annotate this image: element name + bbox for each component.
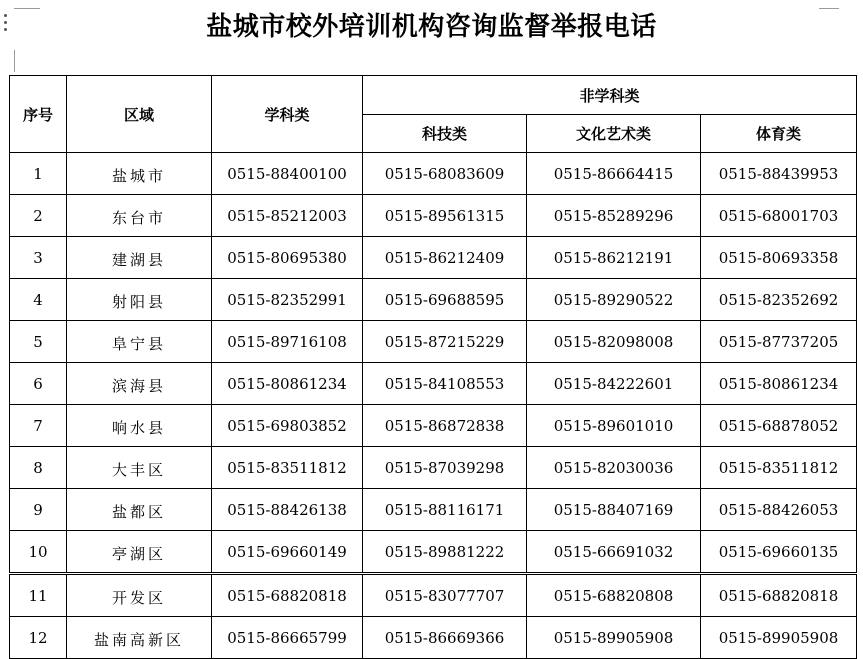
cell-index: 1 xyxy=(10,153,67,195)
header-academic: 学科类 xyxy=(212,76,363,153)
cell-sports-phone: 0515-89905908 xyxy=(701,617,857,659)
cell-culture-art-phone: 0515-89601010 xyxy=(527,405,701,447)
table-row xyxy=(10,489,857,531)
cell-academic-phone: 0515-89716108 xyxy=(212,321,363,363)
cell-sports-phone: 0515-68878052 xyxy=(701,405,857,447)
cell-sports-phone: 0515-80861234 xyxy=(701,363,857,405)
cell-academic-phone: 0515-80861234 xyxy=(212,363,363,405)
cell-culture-art-phone: 0515-82030036 xyxy=(527,447,701,489)
cell-sports-phone: 0515-83511812 xyxy=(701,447,857,489)
cell-tech-phone: 0515-89561315 xyxy=(363,195,527,237)
cell-index: 11 xyxy=(10,574,67,617)
header-region: 区域 xyxy=(67,76,212,153)
cell-sports-phone: 0515-82352692 xyxy=(701,279,857,321)
table-row xyxy=(10,617,857,659)
cell-index: 4 xyxy=(10,279,67,321)
table-row xyxy=(10,321,857,363)
cell-sports-phone: 0515-88439953 xyxy=(701,153,857,195)
cell-culture-art-phone: 0515-66691032 xyxy=(527,531,701,574)
cell-index: 2 xyxy=(10,195,67,237)
header-index: 序号 xyxy=(10,76,67,153)
cell-index: 5 xyxy=(10,321,67,363)
cell-sports-phone: 0515-68001703 xyxy=(701,195,857,237)
cell-culture-art-phone: 0515-84222601 xyxy=(527,363,701,405)
cell-culture-art-phone: 0515-82098008 xyxy=(527,321,701,363)
cell-sports-phone: 0515-69660135 xyxy=(701,531,857,574)
cell-sports-phone: 0515-80693358 xyxy=(701,237,857,279)
header-sports: 体育类 xyxy=(701,115,857,153)
cell-region: 射阳县 xyxy=(67,279,212,321)
cell-academic-phone: 0515-88426138 xyxy=(212,489,363,531)
cell-region: 盐城市 xyxy=(67,153,212,195)
cell-region: 盐南高新区 xyxy=(67,617,212,659)
cell-sports-phone: 0515-87737205 xyxy=(701,321,857,363)
cell-region: 东台市 xyxy=(67,195,212,237)
cell-tech-phone: 0515-68083609 xyxy=(363,153,527,195)
cell-sports-phone: 0515-68820818 xyxy=(701,574,857,617)
cell-region: 大丰区 xyxy=(67,447,212,489)
hotline-table xyxy=(9,75,857,659)
cell-index: 7 xyxy=(10,405,67,447)
cell-index: 8 xyxy=(10,447,67,489)
cell-culture-art-phone: 0515-85289296 xyxy=(527,195,701,237)
cell-academic-phone: 0515-69803852 xyxy=(212,405,363,447)
cell-tech-phone: 0515-83077707 xyxy=(363,574,527,617)
cell-academic-phone: 0515-88400100 xyxy=(212,153,363,195)
table-row xyxy=(10,195,857,237)
table-row xyxy=(10,405,857,447)
cell-academic-phone: 0515-80695380 xyxy=(212,237,363,279)
cell-tech-phone: 0515-86872838 xyxy=(363,405,527,447)
table-row xyxy=(10,279,857,321)
table-row xyxy=(10,531,857,574)
cell-region: 建湖县 xyxy=(67,237,212,279)
cell-tech-phone: 0515-86669366 xyxy=(363,617,527,659)
cell-tech-phone: 0515-84108553 xyxy=(363,363,527,405)
cell-region: 盐都区 xyxy=(67,489,212,531)
cell-region: 滨海县 xyxy=(67,363,212,405)
cell-academic-phone: 0515-68820818 xyxy=(212,574,363,617)
cell-academic-phone: 0515-85212003 xyxy=(212,195,363,237)
table-body xyxy=(10,153,857,659)
cell-index: 10 xyxy=(10,531,67,574)
cell-culture-art-phone: 0515-88407169 xyxy=(527,489,701,531)
header-tech: 科技类 xyxy=(363,115,527,153)
cell-academic-phone: 0515-83511812 xyxy=(212,447,363,489)
cell-tech-phone: 0515-86212409 xyxy=(363,237,527,279)
page-title: 盐城市校外培训机构咨询监督举报电话 xyxy=(206,12,657,42)
cell-region: 阜宁县 xyxy=(67,321,212,363)
cell-index: 3 xyxy=(10,237,67,279)
cell-index: 6 xyxy=(10,363,67,405)
table-row xyxy=(10,153,857,195)
cell-tech-phone: 0515-87039298 xyxy=(363,447,527,489)
cell-academic-phone: 0515-86665799 xyxy=(212,617,363,659)
cell-sports-phone: 0515-88426053 xyxy=(701,489,857,531)
cell-culture-art-phone: 0515-89905908 xyxy=(527,617,701,659)
cell-tech-phone: 0515-69688595 xyxy=(363,279,527,321)
cell-culture-art-phone: 0515-68820808 xyxy=(527,574,701,617)
cell-index: 12 xyxy=(10,617,67,659)
header-non-academic: 非学科类 xyxy=(363,76,857,115)
header-row-1 xyxy=(10,76,857,115)
cell-tech-phone: 0515-89881222 xyxy=(363,531,527,574)
table-row xyxy=(10,363,857,405)
crop-mark-left xyxy=(14,50,15,72)
cell-region: 响水县 xyxy=(67,405,212,447)
cell-tech-phone: 0515-88116171 xyxy=(363,489,527,531)
cell-culture-art-phone: 0515-86664415 xyxy=(527,153,701,195)
table-row xyxy=(10,574,857,617)
cell-tech-phone: 0515-87215229 xyxy=(363,321,527,363)
cell-academic-phone: 0515-69660149 xyxy=(212,531,363,574)
cell-index: 9 xyxy=(10,489,67,531)
header-culture-art: 文化艺术类 xyxy=(527,115,701,153)
cell-academic-phone: 0515-82352991 xyxy=(212,279,363,321)
table-row xyxy=(10,237,857,279)
cell-culture-art-phone: 0515-86212191 xyxy=(527,237,701,279)
table-row xyxy=(10,447,857,489)
cell-region: 亭湖区 xyxy=(67,531,212,574)
cell-culture-art-phone: 0515-89290522 xyxy=(527,279,701,321)
cell-region: 开发区 xyxy=(67,574,212,617)
